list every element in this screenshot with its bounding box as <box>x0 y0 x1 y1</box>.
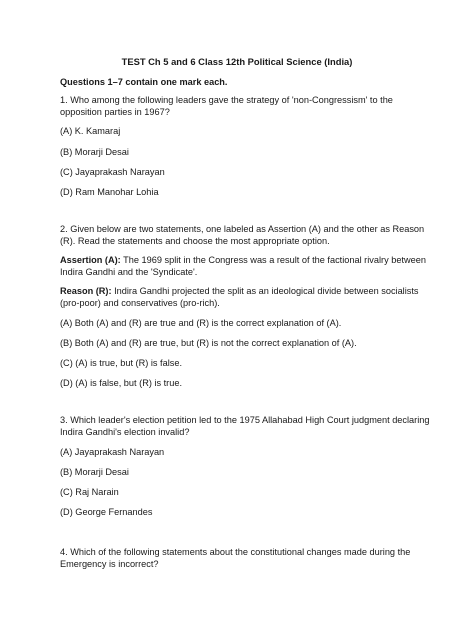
question-2-line-2: (R). Read the statements and choose the most appropriate option. <box>60 236 330 246</box>
assertion-text: The 1969 split in the Congress was a result of the factional rivalry between <box>120 255 426 265</box>
assertion-label: Assertion (A): <box>60 255 121 265</box>
question-1-option-b: (B) Morarji Desai <box>60 147 129 157</box>
question-4-line-2: Emergency is incorrect? <box>60 559 159 569</box>
question-2-line-1: 2. Given below are two statements, one labeled as Assertion (A) and the other as Reason <box>60 224 425 234</box>
question-1-option-d: (D) Ram Manohar Lohia <box>60 187 159 197</box>
question-3-line-2: Indira Gandhi's election invalid? <box>60 427 190 437</box>
question-3-line-1: 3. Which leader's election petition led to the 1975 Allahabad High Court judgment declaring <box>60 415 430 425</box>
question-1-line-2: opposition parties in 1967? <box>60 107 170 117</box>
reason-label: Reason (R): <box>60 286 112 296</box>
question-3-option-d: (D) George Fernandes <box>60 507 153 517</box>
question-1-line-1: 1. Who among the following leaders gave the strategy of 'non-Congressism' to the <box>60 95 393 105</box>
question-2-option-b: (B) Both (A) and (R) are true, but (R) is not the correct explanation of (A). <box>60 338 357 348</box>
instructions: Questions 1–7 contain one mark each. <box>60 77 228 87</box>
reason-line-2: (pro-poor) and conservatives (pro-rich). <box>60 298 220 308</box>
question-4-line-1: 4. Which of the following statements about the constitutional changes made during the <box>60 547 411 557</box>
question-1-option-c: (C) Jayaprakash Narayan <box>60 167 165 177</box>
question-2-option-c: (C) (A) is true, but (R) is false. <box>60 358 183 368</box>
question-2-option-a: (A) Both (A) and (R) are true and (R) is the correct explanation of (A). <box>60 318 342 328</box>
question-3-option-b: (B) Morarji Desai <box>60 467 129 477</box>
question-2-option-d: (D) (A) is false, but (R) is true. <box>60 378 183 388</box>
question-1-option-a: (A) K. Kamaraj <box>60 126 121 136</box>
reason-text: Indira Gandhi projected the split as an ideological divide between socialists <box>111 286 419 296</box>
page-title: TEST Ch 5 and 6 Class 12th Political Science (India) <box>121 56 353 67</box>
question-3-option-a: (A) Jayaprakash Narayan <box>60 447 165 457</box>
question-3-option-c: (C) Raj Narain <box>60 487 119 497</box>
assertion-line-2: Indira Gandhi and the 'Syndicate'. <box>60 267 198 277</box>
